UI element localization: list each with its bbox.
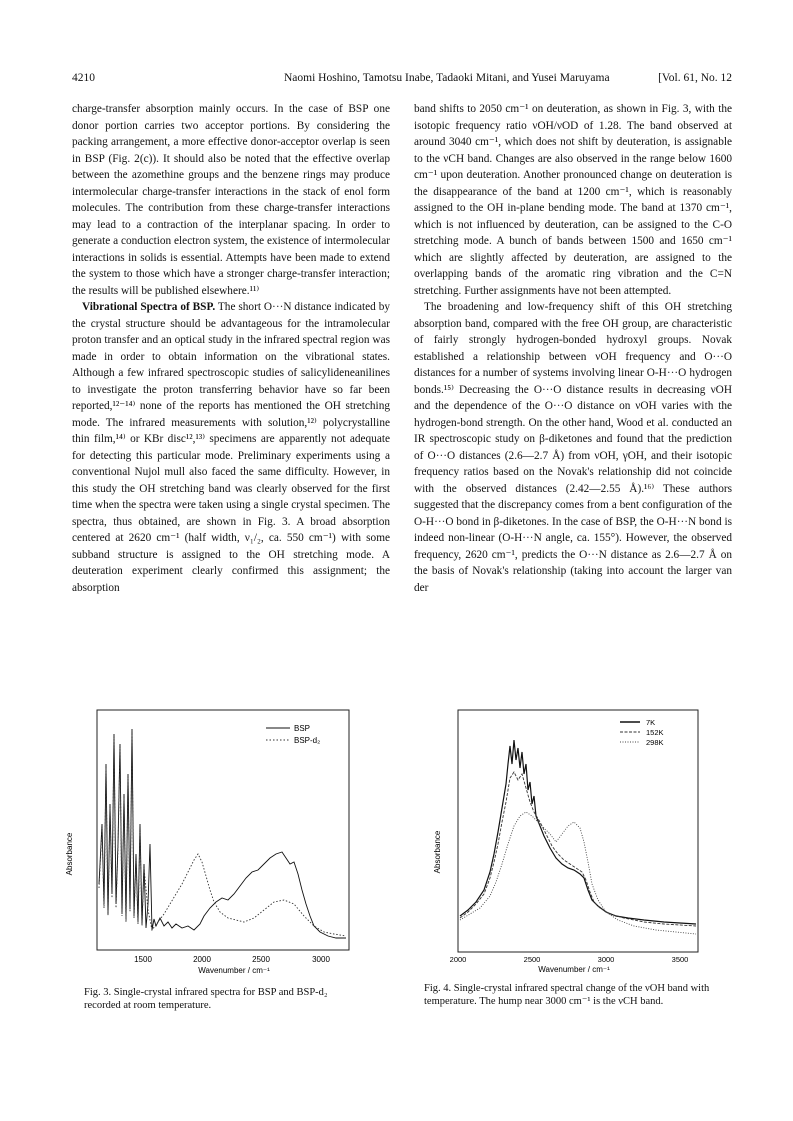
paragraph: The broadening and low-frequency shift of this OH stretching absorption band, compared with the free OH group, are characteristic of fairly strongly hydrogen-bonded hydroxyl groups. Novak established a relationship between νOH frequency and O···O distances for a number of systems involving linear O-H···O hydrogen bonds.¹⁵⁾ Decreasing the O···O distance results in decreasing νOH and the dependence of the O···O distance on νOH varies with the hydrogen-bond strength. On the other hand, Wood et al. conducted an IR spectroscopic study on β-diketones and found that the prediction of O···O distances (2.6—2.7 Å) from νOH, γOH, and their isotopic frequency ratios based on the Novak's relationship did not coincide with the observed distances (2.42—2.55 Å).¹⁶⁾ These authors suggested that the discrepancy comes from a bent configuration of the O-H···O bond in β-diketones. In the case of BSP, the O-H···N bond is indeed non-linear (O-H···N angle, ca. 155°). However, the observed frequency, 2620 cm⁻¹, predicts the O···N distance as 2.6—2.7 Å on the basis of Novak's relationship (taking into account the larger van der xyxy=(414,301,732,594)
legend-7k: 7K xyxy=(646,718,656,727)
x-tick-label: 3500 xyxy=(671,955,689,964)
paragraph xyxy=(72,299,390,596)
figure-3 xyxy=(64,704,354,976)
y-axis-label: Absorbance xyxy=(433,830,442,874)
x-axis-label: Wavenumber / cm⁻¹ xyxy=(538,965,610,974)
x-tick-label: 2500 xyxy=(252,955,270,964)
x-tick-label: 2500 xyxy=(523,955,541,964)
y-axis-label: Absorbance xyxy=(65,832,74,876)
x-tick-label: 3000 xyxy=(597,955,615,964)
spectrum-bspd2 xyxy=(99,734,346,936)
figure-4-caption: Fig. 4. Single-crystal infrared spectral change of the νOH band with temperature. The hump near 3000 cm⁻¹ is the νCH band. xyxy=(424,983,710,1007)
paragraph: charge-transfer absorption mainly occurs. In the case of BSP one donor portion carries two acceptor portions. By considering the packing arrangement, a more effective donor-acceptor overlap is seen in BSP (Fig. 2(c)). It should also be noted that the effective overlap between the azomethine groups and the benzene rings may produce intermolecular charge-transfer interactions in the stack of enol form molecules. The contribution from these charge-transfer interactions may lead to a contraction of the interplanar spacing. In order to generate a conduction electron system, the existence of intermolecular interactions in solids is essential. Attempts have been made to extend the system to those which have a stronger charge-transfer interaction; the results will be published elsewhere.¹¹⁾ xyxy=(72,103,390,297)
figure-3-caption: Fig. 3. Single-crystal infrared spectra for BSP and BSP-d₂ recorded at room temperature. xyxy=(84,987,328,1011)
page-number: 4210 xyxy=(72,72,95,84)
figure-3-plot xyxy=(64,704,354,976)
running-authors: Naomi Hoshino, Tamotsu Inabe, Tadaoki Mitani, and Yusei Maruyama xyxy=(284,72,610,84)
x-axis-label: Wavenumber / cm⁻¹ xyxy=(198,966,270,975)
spectrum-bsp xyxy=(99,729,346,938)
section-heading: Vibrational Spectra of BSP. xyxy=(82,301,216,313)
figure-4-plot xyxy=(434,704,700,976)
x-tick-label: 2000 xyxy=(193,955,211,964)
x-tick-label: 3000 xyxy=(312,955,330,964)
paragraph-body: The short O···N distance indicated by the crystal structure should be advantageous for the intramolecular proton transfer and an optical study in the infrared spectral region was made in order to obtain information on the vibrational states. Although a few infrared spectroscopic studies of salicylideneanilines to investigate the proton transferring behavior have so far been reported,¹²⁻¹⁴⁾ none of the reports has mentioned the OH stretching mode. The infrared measurements with solution,¹²⁾ polycrystalline thin film,¹⁴⁾ or KBr disc¹²,¹³⁾ specimens are apparently not adequate for detecting this particular mode. Preliminary experiments using a conventional Nujol mull also faced the same difficulty. However, in this study the OH stretching band was clearly observed for the first time when the spectra were taken using a single crystal specimen. The spectra, thus obtained, are shown in Fig. 3. A broad absorption centered at 2620 cm⁻¹ (half width, ν₁/₂, ca. 550 cm⁻¹) with some subband structure is assigned to the OH stretching mode. A deuteration experiment clearly confirmed this assignment; the absorption xyxy=(72,301,390,594)
legend-152k: 152K xyxy=(646,728,664,737)
volume-info: [Vol. 61, No. 12 xyxy=(658,72,732,84)
right-column xyxy=(414,101,732,596)
paragraph: band shifts to 2050 cm⁻¹ on deuteration, as shown in Fig. 3, with the isotopic frequency ratio νOH/νOD of 1.28. The band observed at around 3040 cm⁻¹, which does not shift by deuteration, is assignable to the νCH band. Changes are also observed in the range below 1600 cm⁻¹ upon deuteration. Another pronounced change on deuteration is the disappearance of the band at 1200 cm⁻¹, which is reasonably assigned to the OH in-plane bending mode. The band at 1370 cm⁻¹, which is not influenced by deuteration, can be assigned to the C-O stretching mode. A bunch of bands between 1500 and 1650 cm⁻¹ which are slightly affected by deuteration, are assigned to the overlapping bands of the aromatic ring vibration and the C=N stretching. Further assignments have not been attempted. xyxy=(414,103,732,297)
x-tick-label: 2000 xyxy=(449,955,467,964)
legend-bspd2: BSP-d₂ xyxy=(294,736,321,745)
legend-298k: 298K xyxy=(646,738,664,747)
figure-4 xyxy=(434,704,700,976)
legend-bsp: BSP xyxy=(294,724,311,733)
x-tick-label: 1500 xyxy=(134,955,152,964)
page-header xyxy=(72,72,732,88)
left-column xyxy=(72,101,390,596)
spectrum-7k xyxy=(460,740,696,924)
